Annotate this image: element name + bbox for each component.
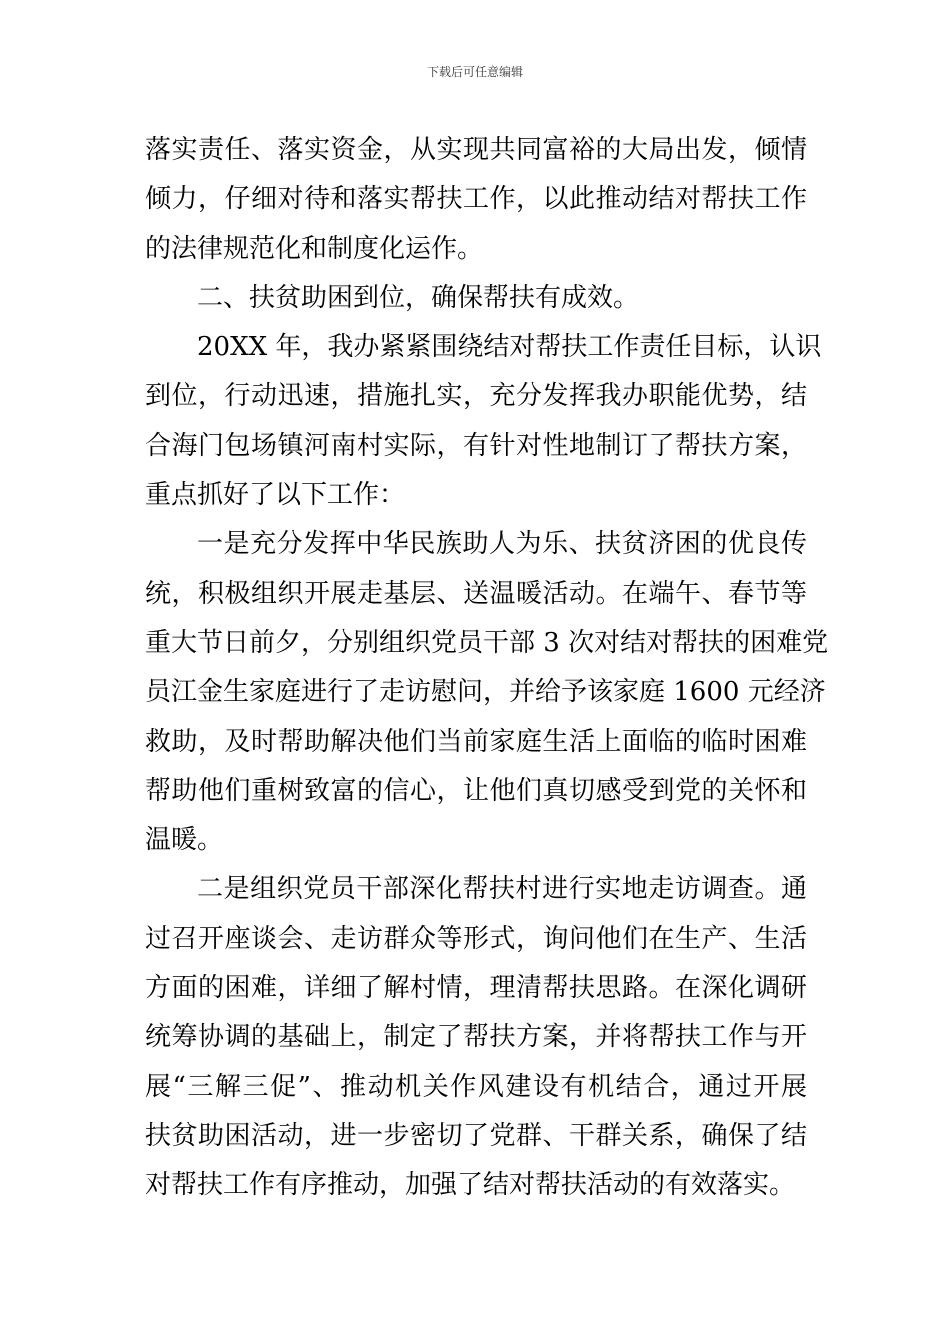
text-line: 过召开座谈会、走访群众等形式，询问他们在生产、生活 (145, 923, 807, 954)
text-line: 帮助他们重树致富的信心，让他们真切感受到党的关怀和 (145, 775, 807, 806)
text-line: 温暖。 (145, 825, 224, 856)
text-line: 方面的困难，详细了解村情，理清帮扶思路。在深化调研 (145, 973, 807, 1004)
text-line: 统，积极组织开展走基层、送温暖活动。在端午、春节等 (145, 578, 807, 609)
document-body (145, 126, 829, 1211)
text-line: 员江金生家庭进行了走访慰问，并给予该家庭 1600 元经济 (145, 677, 826, 708)
text-line: 20XX 年，我办紧紧围绕结对帮扶工作责任目标，认识 (197, 332, 822, 363)
text-line: 重大节日前夕，分别组织党员干部 3 次对结对帮扶的困难党 (145, 627, 829, 658)
text-line: 的法律规范化和制度化运作。 (145, 233, 484, 264)
text-line: 重点抓好了以下工作： (145, 480, 406, 511)
page-header: 下载后可任意编辑 (426, 65, 523, 79)
text-line: 倾力，仔细对待和落实帮扶工作，以此推动结对帮扶工作 (145, 184, 807, 215)
text-line: 合海门包场镇河南村实际，有针对性地制订了帮扶方案， (145, 430, 807, 461)
text-line: 对帮扶工作有序推动，加强了结对帮扶活动的有效落实。 (145, 1170, 796, 1201)
text-line: 展“三解三促”、推动机关作风建设有机结合，通过开展 (145, 1071, 807, 1102)
text-line: 落实责任、落实资金，从实现共同富裕的大局出发，倾情 (145, 135, 807, 165)
text-line: 一是充分发挥中华民族助人为乐、扶贫济困的优良传 (197, 529, 807, 560)
text-line: 到位，行动迅速，措施扎实，充分发挥我办职能优势，结 (145, 381, 807, 412)
text-line: 二、扶贫助困到位，确保帮扶有成效。 (197, 282, 640, 313)
text-line: 扶贫助困活动，进一步密切了党群、干群关系，确保了结 (145, 1120, 807, 1151)
text-line: 统筹协调的基础上，制定了帮扶方案，并将帮扶工作与开 (145, 1022, 807, 1053)
text-line: 救助，及时帮助解决他们当前家庭生活上面临的临时困难 (145, 726, 807, 757)
text-line: 二是组织党员干部深化帮扶村进行实地走访调查。通 (197, 874, 807, 905)
